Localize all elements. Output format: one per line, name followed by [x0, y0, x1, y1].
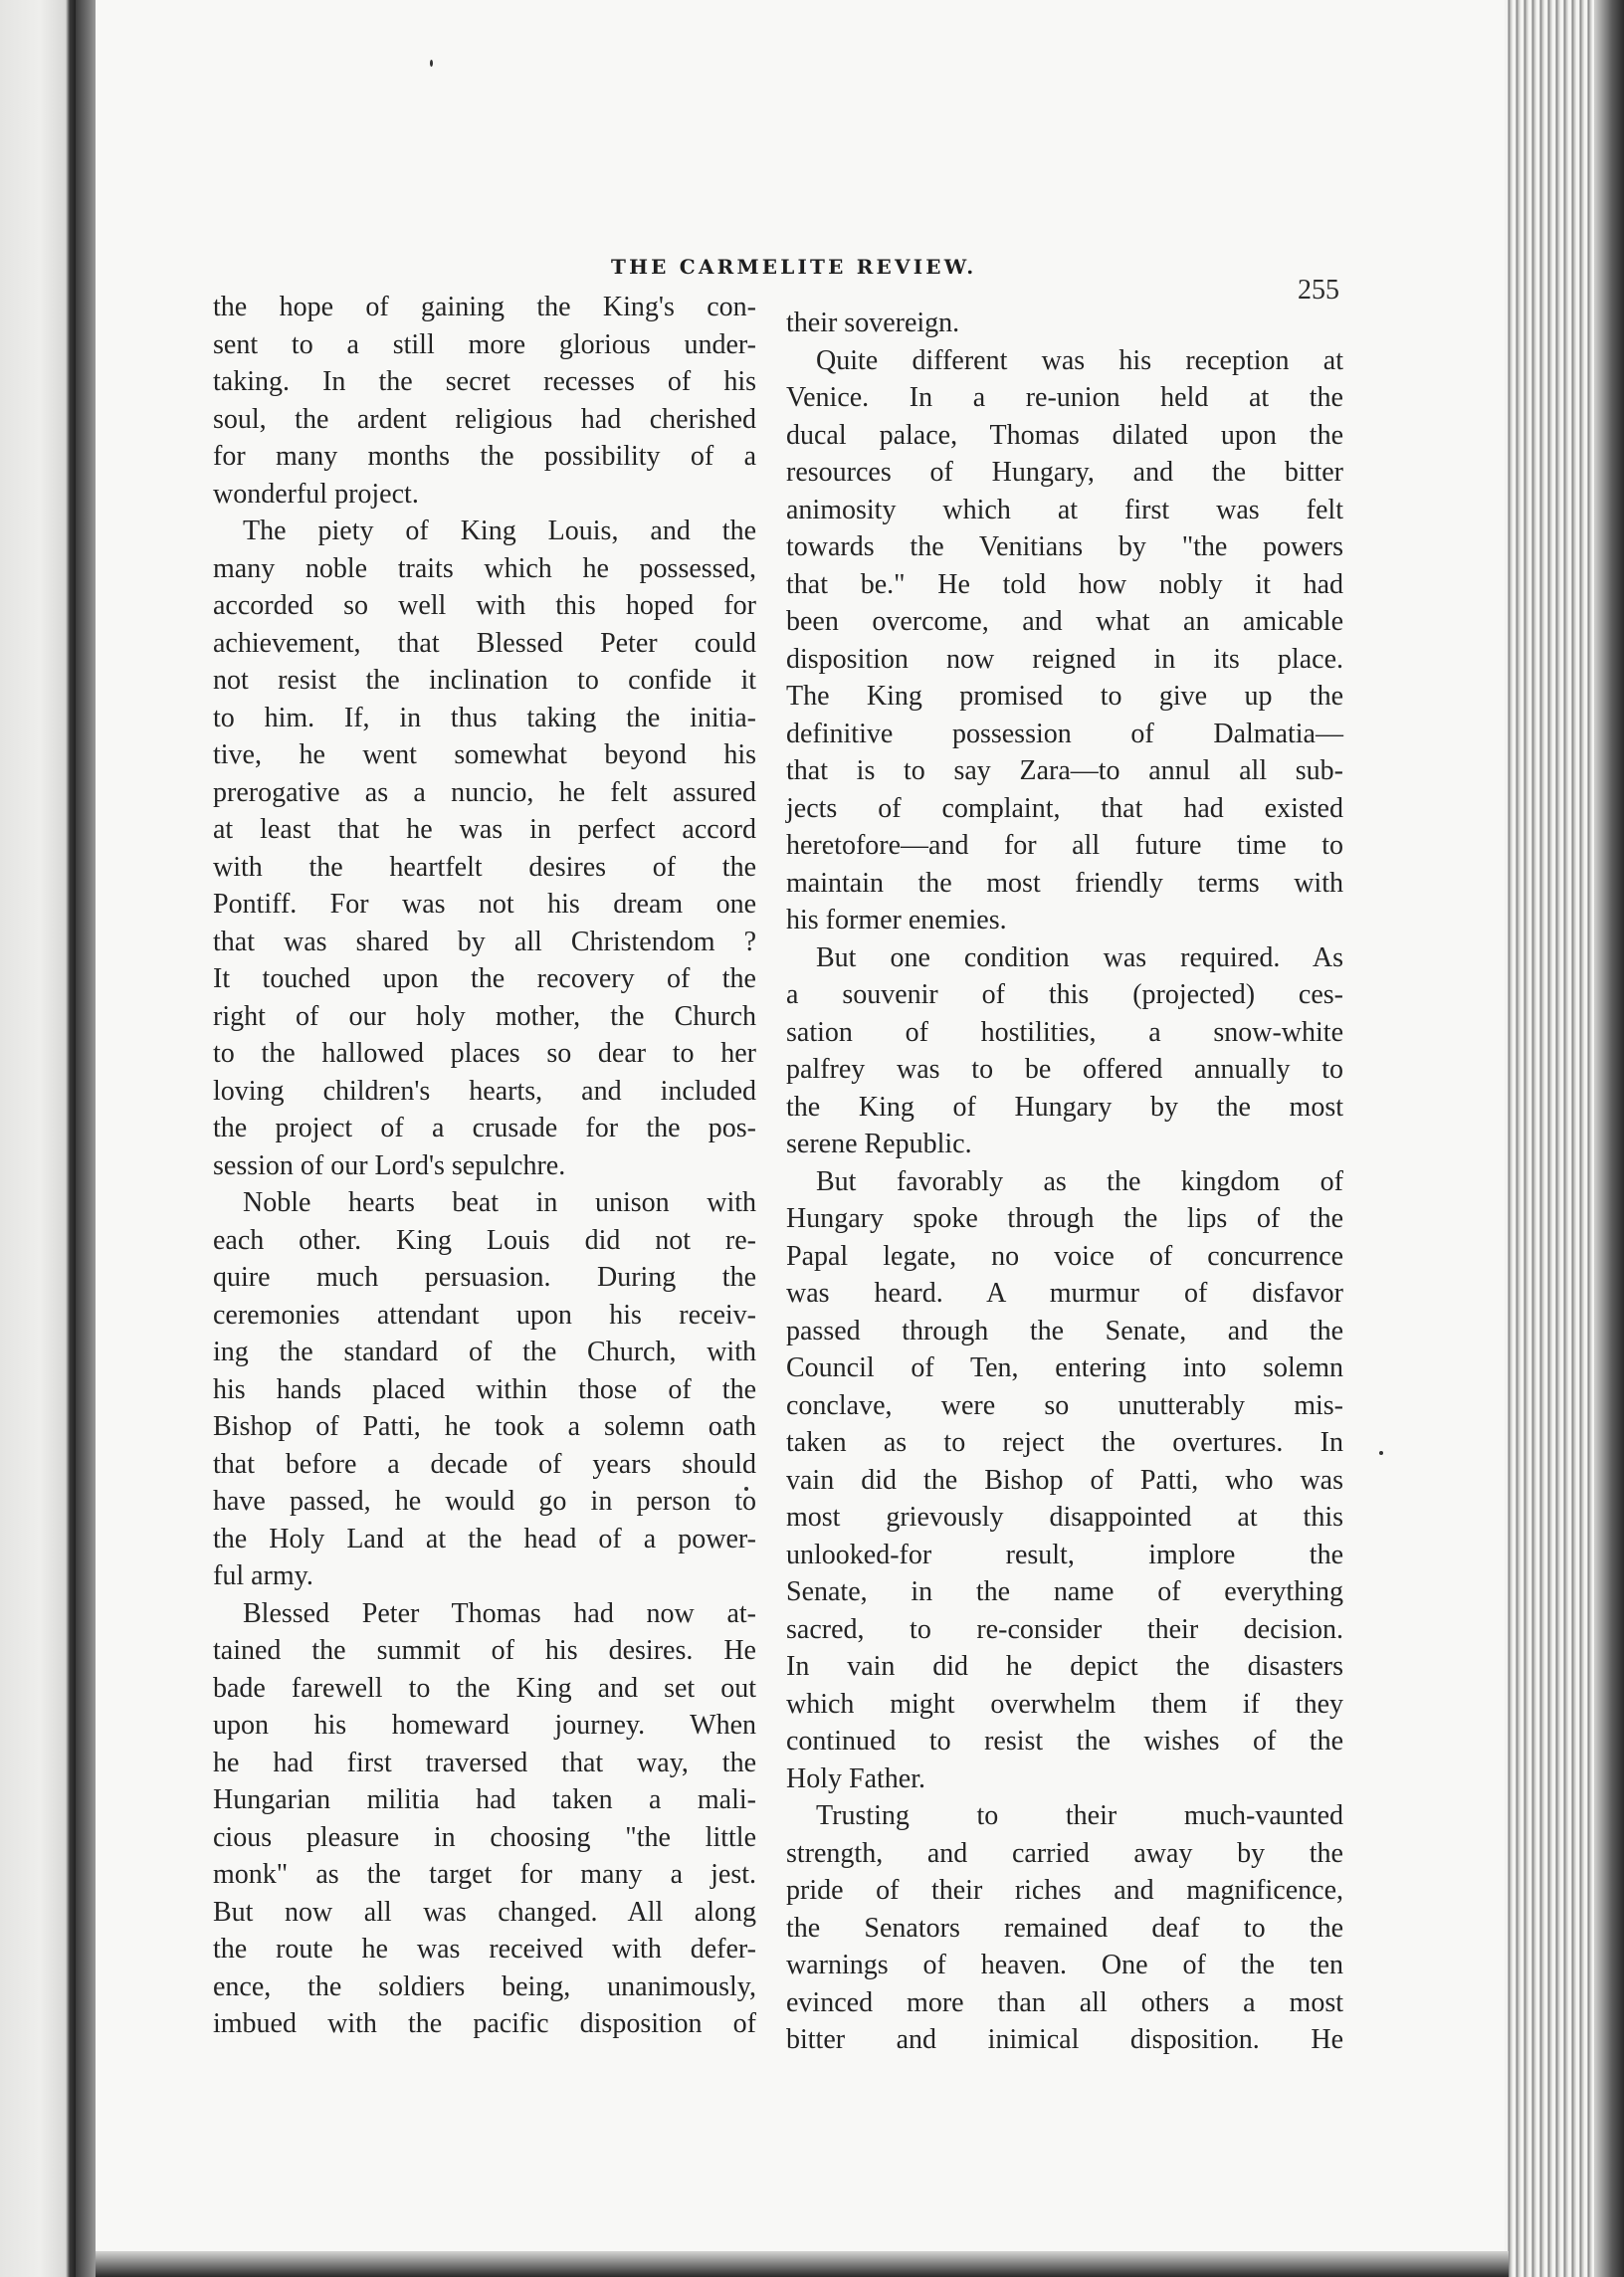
text-line: taking. In the secret recesses of his — [213, 366, 756, 397]
text-line: that before a decade of years should — [213, 1448, 756, 1480]
text-line: Bishop of Patti, he took a solemn oath — [213, 1411, 756, 1442]
page-bottom-shadow — [96, 2251, 1509, 2277]
text-line: was heard. A murmur of disfavor — [786, 1278, 1343, 1309]
text-line: But now all was changed. All along — [213, 1896, 756, 1928]
text-line: been overcome, and what an amicable — [786, 606, 1343, 637]
text-line: towards the Venitians by "the powers — [786, 531, 1343, 562]
text-line: soul, the ardent religious had cherished — [213, 403, 756, 435]
text-line: right of our holy mother, the Church — [213, 1000, 756, 1032]
text-line: It touched upon the recovery of the — [213, 963, 756, 994]
text-line: most grievously disappointed at this — [786, 1502, 1343, 1533]
text-line: the Holy Land at the head of a power- — [213, 1523, 756, 1554]
text-line: their sovereign. — [786, 308, 960, 338]
text-line: evinced more than all others a most — [786, 1986, 1343, 2018]
text-line: the route he was received with defer- — [213, 1934, 756, 1965]
text-line: the project of a crusade for the pos- — [213, 1113, 756, 1143]
text-line: tained the summit of his desires. He — [213, 1635, 756, 1666]
text-line: that be." He told how nobly it had — [786, 568, 1343, 600]
text-line: conclave, were so unutterably mis- — [786, 1389, 1343, 1421]
text-line: Pontiff. For was not his dream one — [213, 889, 756, 920]
text-line: Council of Ten, entering into solemn — [786, 1352, 1343, 1383]
text-line: But favorably as the kingdom of — [816, 1165, 1343, 1197]
text-line: many noble traits which he possessed, — [213, 552, 756, 584]
text-line: Trusting to their much-vaunted — [816, 1800, 1343, 1831]
text-line: serene Republic. — [786, 1129, 972, 1159]
text-line: quire much persuasion. During the — [213, 1262, 756, 1293]
text-line: his hands placed within those of the — [213, 1373, 756, 1405]
text-line: at least that he was in perfect accord — [213, 814, 756, 845]
text-line: sacred, to re-consider their decision. — [786, 1613, 1343, 1645]
text-line: which might overwhelm them if they — [786, 1688, 1343, 1720]
text-line: warnings of heaven. One of the ten — [786, 1950, 1343, 1980]
print-speck — [1379, 1451, 1383, 1455]
running-title: THE CARMELITE REVIEW. — [611, 255, 977, 279]
right-text-column — [786, 305, 1343, 2059]
text-line: palfrey was to be offered annually to — [786, 1054, 1343, 1085]
text-line: unlooked-for result, implore the — [786, 1539, 1343, 1570]
text-line: Venice. In a re-union held at the — [786, 382, 1343, 413]
previous-page-edge — [0, 0, 76, 2277]
text-line: The King promised to give up the — [786, 681, 1343, 712]
text-line: cious pleasure in choosing "the little — [213, 1821, 756, 1853]
text-line: the hope of gaining the King's con- — [213, 292, 756, 322]
text-line: definitive possession of Dalmatia— — [786, 718, 1343, 749]
text-line: maintain the most friendly terms with — [786, 867, 1343, 899]
text-line: Quite different was his reception at — [816, 344, 1343, 376]
text-line: Noble hearts beat in unison with — [243, 1187, 756, 1218]
text-line: Hungarian militia had taken a mali- — [213, 1784, 756, 1815]
text-line: not resist the inclination to confide it — [213, 665, 756, 696]
text-line: ence, the soldiers being, unanimously, — [213, 1970, 756, 2002]
text-line: continued to resist the wishes of the — [786, 1726, 1343, 1757]
text-line: prerogative as a nuncio, he felt assured — [213, 776, 756, 808]
text-line: loving children's hearts, and included — [213, 1075, 756, 1107]
text-line: have passed, he would go in person to — [213, 1486, 756, 1517]
text-line: sation of hostilities, a snow-white — [786, 1016, 1343, 1048]
text-line: accorded so well with this hoped for — [213, 590, 756, 621]
text-line: Senate, in the name of everything — [786, 1576, 1343, 1607]
text-line: Papal legate, no voice of concurrence — [786, 1240, 1343, 1272]
text-line: bade farewell to the King and set out — [213, 1672, 756, 1704]
text-line: tive, he went somewhat beyond his — [213, 739, 756, 770]
text-line: strength, and carried away by the — [786, 1837, 1343, 1869]
text-line: heretofore—and for all future time to — [786, 830, 1343, 861]
text-line: resources of Hungary, and the bitter — [786, 457, 1343, 488]
text-line: taken as to reject the overtures. In — [786, 1427, 1343, 1458]
text-line: pride of their riches and magnificence, — [786, 1875, 1343, 1906]
text-line: passed through the Senate, and the — [786, 1315, 1343, 1346]
text-line: upon his homeward journey. When — [213, 1710, 756, 1741]
text-line: sent to a still more glorious under- — [213, 328, 756, 360]
text-line: ducal palace, Thomas dilated upon the — [786, 419, 1343, 451]
text-line: vain did the Bishop of Patti, who was — [786, 1464, 1343, 1496]
text-line: monk" as the target for many a jest. — [213, 1859, 756, 1890]
text-line: disposition now reigned in its place. — [786, 643, 1343, 675]
text-line: jects of complaint, that had existed — [786, 792, 1343, 824]
page-number: 255 — [1298, 275, 1339, 306]
text-line: he had first traversed that way, the — [213, 1747, 756, 1778]
text-line: achievement, that Blessed Peter could — [213, 627, 756, 659]
print-speck — [430, 60, 433, 67]
text-line: each other. King Louis did not re- — [213, 1224, 756, 1256]
text-line: ful army. — [213, 1560, 313, 1591]
text-line: Hungary spoke through the lips of the — [786, 1203, 1343, 1234]
text-line: with the heartfelt desires of the — [213, 851, 756, 883]
text-line: wonderful project. — [213, 478, 419, 510]
text-line: But one condition was required. As — [816, 941, 1343, 973]
text-line: that was shared by all Christendom ? — [213, 926, 756, 957]
text-line: the King of Hungary by the most — [786, 1091, 1343, 1123]
text-line: a souvenir of this (projected) ces- — [786, 979, 1343, 1010]
text-line: that is to say Zara—to annul all sub- — [786, 755, 1343, 786]
text-line: his former enemies. — [786, 905, 1007, 935]
text-line: The piety of King Louis, and the — [243, 516, 756, 546]
stacked-page-edges — [1505, 0, 1624, 2277]
left-text-column — [213, 289, 756, 2043]
text-line: animosity which at first was felt — [786, 494, 1343, 525]
text-line: Blessed Peter Thomas had now at- — [243, 1597, 756, 1629]
text-line: bitter and inimical disposition. He — [786, 2024, 1343, 2055]
text-line: the Senators remained deaf to the — [786, 1912, 1343, 1944]
text-line: imbued with the pacific disposition of — [213, 2008, 756, 2039]
text-line: ceremonies attendant upon his receiv- — [213, 1299, 756, 1331]
text-line: session of our Lord's sepulchre. — [213, 1149, 566, 1181]
text-line: to the hallowed places so dear to her — [213, 1038, 756, 1069]
text-line: In vain did he depict the disasters — [786, 1651, 1343, 1682]
text-line: Holy Father. — [786, 1762, 925, 1794]
text-line: ing the standard of the Church, with — [213, 1337, 756, 1367]
text-line: for many months the possibility of a — [213, 441, 756, 472]
text-line: to him. If, in thus taking the initia- — [213, 702, 756, 733]
